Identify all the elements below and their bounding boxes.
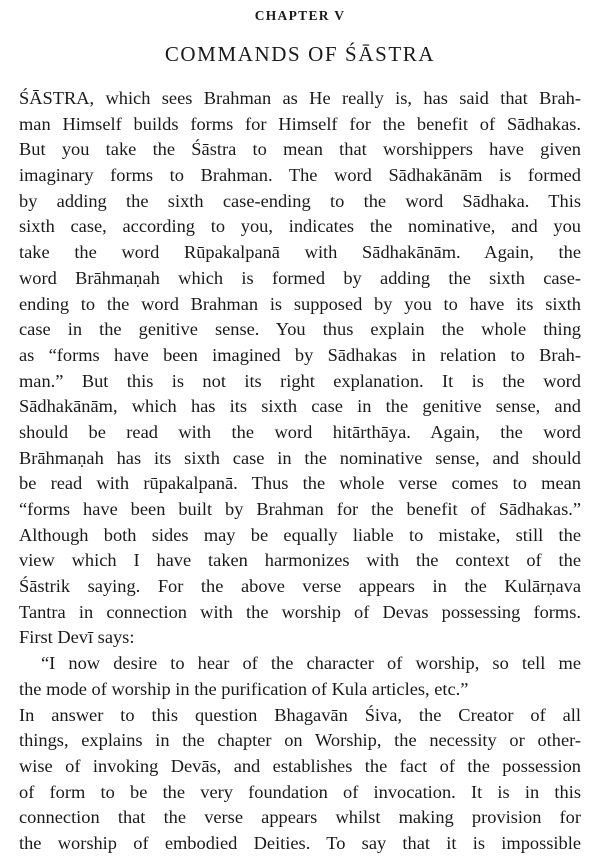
text-line: things, explains in the chapter on Worship, the necessity or other-	[19, 730, 581, 751]
body-text	[19, 86, 581, 857]
text-line: be read with rūpakalpanā. Thus the whole verse comes to mean	[19, 473, 581, 494]
chapter-title: COMMANDS OF ŚĀSTRA	[164, 42, 436, 66]
text-line: case in the genitive sense. You thus explain the whole thing	[19, 319, 581, 340]
text-line: man.” But this is not its right explanation. It is the word	[19, 370, 581, 391]
quote-line: the mode of worship in the purification of Kula articles, etc.”	[19, 678, 469, 699]
text-line: In answer to this question Bhagavān Śiva, the Creator of all	[19, 704, 581, 725]
text-line: ending to the word Brahman is supposed by you to have its sixth	[19, 293, 581, 314]
text-line: Sādhakānām, which has its sixth case in the genitive sense, and	[19, 396, 581, 417]
text-line: Tantra in connection with the worship of Devas possessing forms.	[19, 601, 581, 622]
text-line: imaginary forms to Brahman. The word Sādhakānām is formed	[19, 165, 581, 186]
text-line: should be read with the word hitārthāya. Again, the word	[19, 421, 581, 442]
text-line: ŚĀSTRA, which sees Brahman as He really is, has said that Brah-	[19, 88, 581, 108]
text-line: as “forms have been imagined by Sādhakas in relation to Brah-	[19, 344, 581, 365]
quote-line: “I now desire to hear of the character of worship, so tell me	[41, 653, 581, 674]
text-line: of form to be the very foundation of invocation. It is in this	[19, 781, 581, 802]
text-line: Śāstrik saying. For the above verse appears in the Kulārṇava	[19, 576, 581, 597]
text-line: But you take the Śāstra to mean that worshippers have given	[19, 139, 581, 160]
text-line: connection that the verse appears whilst making provision for	[19, 807, 581, 828]
text-line: view which I have taken harmonizes with the context of the	[19, 550, 581, 571]
text-line: by adding the sixth case-ending to the word Sādhaka. This	[19, 190, 581, 211]
text-line: wise of invoking Devās, and establishes the fact of the possession	[19, 755, 581, 776]
text-line: Brāhmaṇah has its sixth case in the nominative sense, and should	[19, 447, 581, 468]
text-line: sixth case, according to you, indicates the nominative, and you	[19, 216, 581, 237]
book-page	[19, 0, 581, 853]
text-line: “forms have been built by Brahman for the benefit of Sādhakas.”	[19, 499, 581, 519]
text-line: word Brāhmaṇah which is formed by adding the sixth case-	[19, 267, 581, 288]
text-line: man Himself builds forms for Himself for the benefit of Sādhakas.	[19, 113, 581, 134]
text-line: the worship of embodied Deities. To say that it is impossible	[19, 832, 581, 853]
text-line: take the word Rūpakalpanā with Sādhakānām. Again, the	[19, 242, 581, 263]
text-line: Although both sides may be equally liable to mistake, still the	[19, 524, 581, 545]
chapter-label: CHAPTER V	[254, 8, 346, 23]
text-line: First Devī says:	[19, 627, 135, 648]
